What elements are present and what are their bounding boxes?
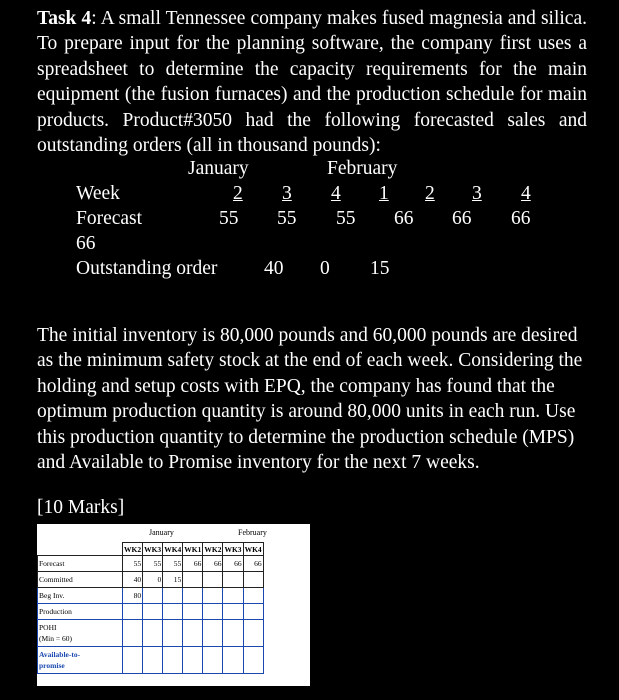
table-cell	[203, 604, 223, 620]
table-cell	[183, 588, 203, 604]
forecast-value-wrapped: 66	[76, 233, 96, 254]
table-cell	[243, 572, 263, 588]
table-cell	[183, 572, 203, 588]
table-cell	[123, 604, 143, 620]
table-cell	[243, 620, 263, 647]
week-value: 4	[521, 183, 531, 204]
table-cell	[183, 604, 203, 620]
table-week: WK4	[244, 544, 262, 554]
table-cell	[143, 604, 163, 620]
table-week: WK2	[204, 544, 222, 554]
table-month-january: January	[149, 528, 174, 537]
week-value: 2	[233, 183, 243, 204]
table-cell	[183, 620, 203, 647]
table-cell	[223, 647, 243, 674]
row-label-line: (Min = 60)	[39, 634, 72, 643]
table-row	[38, 620, 264, 647]
row-label: Production	[38, 604, 123, 620]
table-cell	[163, 604, 183, 620]
outstanding-value: 40	[264, 258, 284, 279]
outstanding-value: 15	[370, 258, 390, 279]
table-row	[38, 556, 264, 572]
row-label-line: Available-to-	[39, 650, 81, 659]
table-cell	[243, 604, 263, 620]
row-label-line: promise	[39, 661, 65, 670]
forecast-value: 55	[336, 208, 356, 229]
table-cell	[163, 647, 183, 674]
table-cell: 55	[163, 556, 183, 572]
table-week: WK3	[224, 544, 242, 554]
table-cell: 15	[163, 572, 183, 588]
table-week: WK3	[144, 544, 162, 554]
table-cell: 66	[203, 556, 223, 572]
task-paragraph-1	[37, 6, 587, 158]
task-paragraph-2: The initial inventory is 80,000 pounds and 60,000 pounds are desired as the minimum safety stock at the end of each week. Considering the holding and setup costs with EPQ, the company has found that the optimum production quantity is around 80,000 units in each run. Use this production quantity to determine the production schedule (MPS) and Available to Promise inventory for the next 7 weeks.	[37, 325, 583, 474]
outstanding-value: 0	[320, 258, 330, 279]
marks-label: [10 Marks]	[37, 497, 125, 518]
table-cell	[143, 620, 163, 647]
mps-table	[37, 542, 264, 674]
week-value: 2	[425, 183, 435, 204]
task-label: Task 4	[37, 8, 92, 29]
table-cell: 55	[143, 556, 163, 572]
table-cell: 80	[123, 588, 143, 604]
table-row	[38, 604, 264, 620]
table-cell	[143, 647, 163, 674]
task-text: : A small Tennessee company makes fused magnesia and silica. To prepare input for the planning software, the company first uses a spreadsheet to determine the capacity requirements for the main equipment (the fusion furnaces) and the production schedule for main products. Product#3050 had the following forecasted sales and outstanding orders (all in thousand pounds):	[37, 8, 587, 157]
table-cell	[183, 647, 203, 674]
table-cell	[203, 647, 223, 674]
row-label: Beg Inv.	[38, 588, 123, 604]
week-value: 4	[331, 183, 341, 204]
outstanding-label: Outstanding order	[76, 258, 218, 279]
forecast-value: 55	[277, 208, 297, 229]
table-cell: 66	[243, 556, 263, 572]
row-label: Forecast	[38, 556, 123, 572]
table-cell: 0	[143, 572, 163, 588]
row-label	[38, 647, 123, 674]
forecast-value: 66	[511, 208, 531, 229]
mps-table-image	[37, 524, 310, 686]
month-february: February	[327, 158, 398, 179]
table-cell	[223, 572, 243, 588]
table-row	[38, 588, 264, 604]
table-cell: 66	[223, 556, 243, 572]
week-value: 3	[282, 183, 292, 204]
forecast-value: 55	[219, 208, 239, 229]
forecast-label: Forecast	[76, 208, 143, 229]
table-cell	[123, 620, 143, 647]
table-row	[38, 572, 264, 588]
row-label: Committed	[38, 572, 123, 588]
table-cell	[243, 588, 263, 604]
row-label-line: POHI	[39, 623, 57, 632]
table-cell	[203, 620, 223, 647]
table-cell	[223, 604, 243, 620]
table-cell: 66	[183, 556, 203, 572]
table-cell	[203, 588, 223, 604]
forecast-value: 66	[452, 208, 472, 229]
week-label: Week	[76, 183, 120, 204]
week-value: 1	[379, 183, 389, 204]
table-cell: 40	[123, 572, 143, 588]
table-week: WK1	[184, 544, 202, 554]
table-cell	[163, 620, 183, 647]
table-month-february: February	[238, 528, 267, 537]
table-week: WK4	[164, 544, 182, 554]
row-label	[38, 620, 123, 647]
month-january: January	[188, 158, 249, 179]
table-cell	[243, 647, 263, 674]
week-value: 3	[472, 183, 482, 204]
table-cell: 55	[123, 556, 143, 572]
table-cell	[223, 588, 243, 604]
table-cell	[223, 620, 243, 647]
table-cell	[163, 588, 183, 604]
table-cell	[203, 572, 223, 588]
table-cell	[123, 647, 143, 674]
table-row	[38, 647, 264, 674]
forecast-value: 66	[394, 208, 414, 229]
table-week: WK2	[124, 544, 142, 554]
table-cell	[143, 588, 163, 604]
